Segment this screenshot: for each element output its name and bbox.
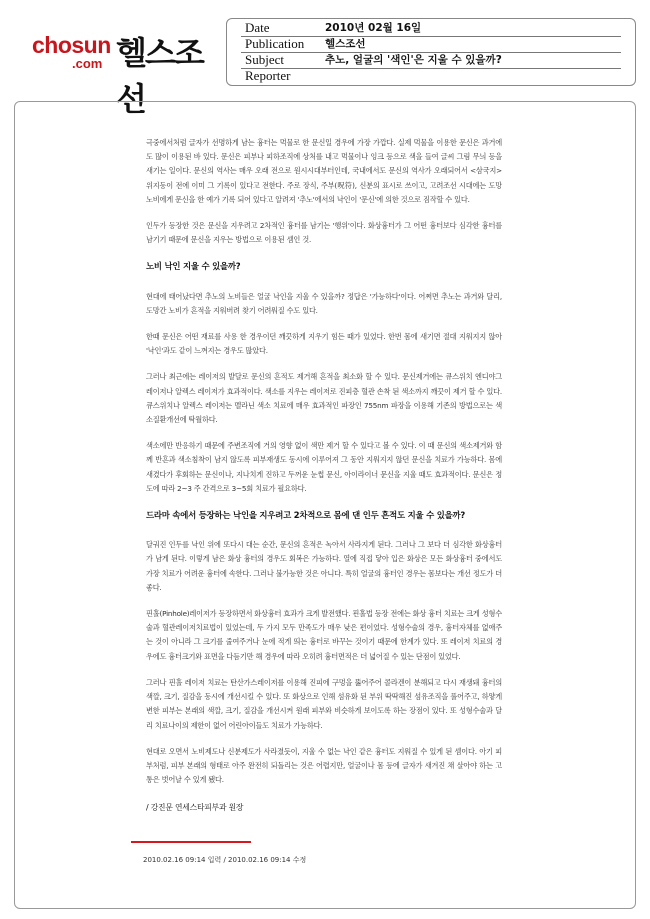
metadata-box <box>226 18 636 86</box>
article-paragraph: 달궈진 인두를 낙인 위에 또다시 대는 순간, 문신의 흔적은 녹아서 사라지게 된다. 그러나 그 보다 더 심각한 화상흉터가 남게 된다. 이렇게 남은 화상 흉터의 경우도 회복은 가능하다. 열에 직접 닿아 입은 화상은 모든 화상흉터 중에서도 가장 치료가 어려운 흉터에 속한다. 그러나 불가능한 것은 아니다. 특히 얼굴의 흉터인 경우는 몸보다는 개선 정도가 더 좋다. <box>146 540 502 592</box>
chosun-logo <box>20 22 220 118</box>
logo-brand-text: 헬스조선 <box>116 34 203 118</box>
article-body <box>146 136 502 816</box>
author-signature: / 강진문 연세스타피부과 원장 <box>146 803 244 813</box>
meta-row-date <box>227 20 635 36</box>
meta-row-subject <box>227 52 635 68</box>
meta-label: Subject <box>245 52 284 67</box>
article-paragraph: 색소에만 반응하기 때문에 주변조직에 거의 영향 없이 색만 제거 할 수 있다고 볼 수 있다. 이 때 문신의 색소제거와 함께 반흔과 색소침착이 남지 않도록 피부재생도 동시에 이루어져 그 동안 지워지지 않던 문신을 치료가 가능하다. 몸에 새겼다가 후회하는 문신이나, 지나치게 진하고 두꺼운 눈썹 문신, 아이라이너 문신을 지울 때도 효과적이다. 문신은 정도에 따라 2~3 주 간격으로 3~5회 치료가 필요하다. <box>146 441 502 493</box>
article-paragraph: 그러나 핀홀 레이저 치료는 탄산가스레이저를 이용해 진피에 구멍을 뚫어주어 콜라겐이 분해되고 다시 재생돼 흉터의 색깔, 크기, 질감을 동시에 개선시킬 수 있다. 또 화상으로 인해 섬유화 된 부위 딱딱해진 섬유조직을 풀어주고, 하얗게 변한 피부는 본래의 색깔, 크기, 질감을 개선시켜 원래 피부와 비슷하게 보이도록 하는 장점이 있다. 또 성형수술과 달리 치료나이의 제한이 없어 어린아이들도 치료가 가능하다. <box>146 677 502 730</box>
article-paragraph: 그러나 최근에는 레이저의 발달로 문신의 흔적도 제거해 흔적을 최소화 할 수 있다. 문신제거에는 큐스위치 엔디야그 레이저나 알렉스 레이저가 효과적이다. 색소를 지우는 레이저로 진피층 혈관 손착 된 색소까지 깨끗이 제거 할 수 있다. 큐스위치나 알렉스 레이저는 멜라닌 색소 치료에 매우 효과적인 파장인 755nm 파장을 이용해 기존의 방법으로는 색소질환개선에 탁월하다. <box>146 372 502 425</box>
timestamp: 2010.02.16 09:14 입력 / 2010.02.16 09:14 수정 <box>143 856 307 864</box>
article-subheading: 노비 낙인 지울 수 있을까? <box>146 261 241 272</box>
logo-com-text: .com <box>72 56 103 71</box>
meta-row-publication <box>227 36 635 52</box>
meta-value: 추노, 얼굴의 '색인'은 지울 수 있을까? <box>325 54 502 66</box>
meta-row-reporter <box>227 68 635 84</box>
article-subheading: 드라마 속에서 등장하는 낙인을 지우려고 2차적으로 몸에 댄 인두 흔적도 지울 수 있을까? <box>146 510 466 521</box>
meta-value: 2010년 02월 16일 <box>325 22 422 34</box>
article-paragraph: 현대에 태어났다면 추노의 노비들은 얼굴 낙인을 지울 수 있을까? 정답은 '가능하다'이다. 어쩌면 추노는 과거와 달리, 도망간 노비가 흔적을 지워버려 찾기 어려워질 수도 있다. <box>146 291 502 315</box>
article-paragraph: 현대로 오면서 노비제도나 신분제도가 사라졌듯이, 지울 수 없는 낙인 같은 흉터도 지워질 수 있게 된 셈이다. 아기 피부처럼, 피부 본래의 형태로 아주 완전히 되돌리는 것은 어렵지만, 얼굴이나 몸 등에 글자가 새겨진 채 살아야 하는 고통은 벗어날 수 있게 됐다. <box>146 746 502 785</box>
article-paragraph: 인두가 등장한 것은 문신을 지우려고 2차적인 흉터를 남기는 '행위'이다. 화상흉터가 그 어떤 흉터보다 심각한 흉터를 남기기 때문에 문신을 지우는 방법으로 이용된 셈인 것. <box>146 221 502 245</box>
meta-value: 헬스조선 <box>325 38 366 50</box>
meta-label: Publication <box>245 36 305 51</box>
logo-chosun-text: chosun <box>32 32 111 58</box>
article-paragraph: 한때 문신은 어떤 재료를 사용 한 경우이던 깨끗하게 지우기 힘든 때가 있었다. 한번 몸에 새기면 절대 지워지지 않아 '낙인'과도 같이 느껴지는 경우도 많았다. <box>146 332 502 356</box>
article-paragraph: 극중에서처럼 글자가 선명하게 남는 흉터는 먹물로 한 문신일 경우에 가장 가깝다. 실제 먹물을 이용한 문신은 과거에도 많이 이용된 바 있다. 문신은 피부나 피하조직에 상처를 내고 먹물이나 잉크 등으로 색을 들여 글씨 그림 무늬 등을 새기는 일이다. 문신의 역사는 매우 오래 전으로 원시시대부터인데, 국내에서도 문신의 역사가 오래되어서 <삼국지> 위지동이 전에 이미 그 기록이 있다고 전한다. 주로 장식, 주부(呪符), 신분의 표시로 쓰이고, 고려조선 시대에는 도망 노비에게 문신을 한 예가 기록 되어 있다고 알려져 '추노'에서의 낙인이 '문신'에 의한 것으로 짐작할 수 있다. <box>146 138 502 204</box>
signature-underline <box>131 841 251 843</box>
article-paragraph: 핀홀(Pinhole)레이저가 등장하면서 화상흉터 효과가 크게 발전했다. 핀홀법 등장 전에는 화상 흉터 치료는 크게 성형수술과 혈관레이저치료법이 있었는데, 두 가지 모두 만족도가 매우 낮은 편이었다. 성형수술의 경우, 흉터자체를 없애주는 것이 아니라 그 크기를 줄여주거나 눈에 적게 띄는 흉터로 바꾸는 것이기 때문에 한계가 있다. 또 레이저 치료의 경우에도 흉터크기와 표면을 다듬기만 해 경우에 따라 오히려 흉터면적은 더 넓어질 수 있는 단점이 있었다. <box>146 609 502 661</box>
meta-label: Reporter <box>245 68 291 83</box>
meta-label: Date <box>245 20 270 35</box>
